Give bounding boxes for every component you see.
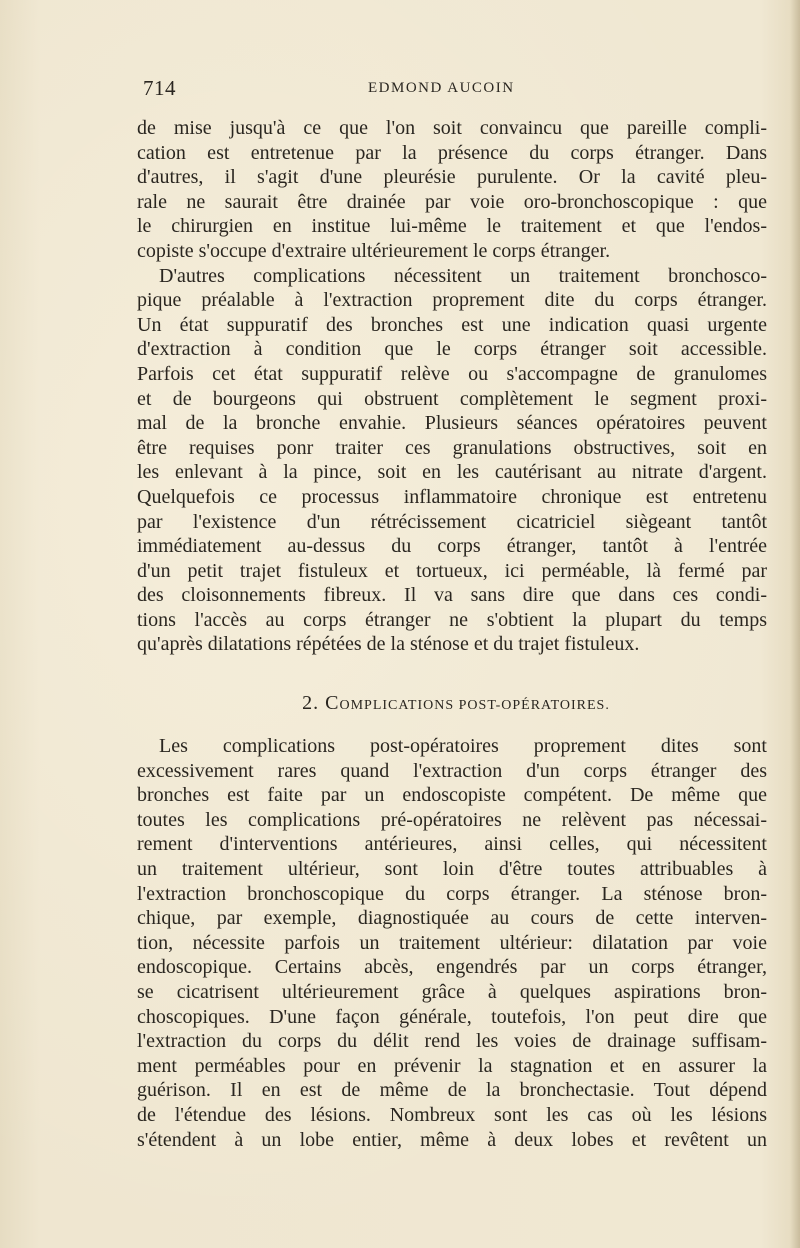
text-line: D'autres complications nécessitent un traitement bronchosco- xyxy=(159,264,767,287)
paragraph-3 xyxy=(137,734,767,1152)
running-head: EDMOND AUCOIN xyxy=(368,80,515,96)
section-title-rest: OMPLICATIONS POST-OPÉRATOIRES. xyxy=(339,698,610,713)
text-block-top xyxy=(137,116,767,657)
text-line: d'extraction à condition que le corps étranger soit accessible. xyxy=(137,338,767,361)
text-line: Quelquefois ce processus inflammatoire chronique est entretenu xyxy=(137,485,767,508)
text-line: d'autres, il s'agit d'une pleurésie purulente. Or la cavité pleu- xyxy=(137,166,767,189)
text-line: être requises ponr traiter ces granulations obstructives, soit en xyxy=(137,436,767,459)
text-line: de l'étendue des lésions. Nombreux sont les cas où les lésions xyxy=(137,1103,767,1126)
page-number: 714 xyxy=(143,76,176,100)
text-line: rement d'interventions antérieures, ainsi celles, qui nécessitent xyxy=(137,833,767,856)
text-line: endoscopique. Certains abcès, engendrés par un corps étranger, xyxy=(137,956,767,979)
section-heading xyxy=(137,692,767,715)
text-line: et de bourgeons qui obstruent complètement le segment proxi- xyxy=(137,387,767,410)
paragraph-1 xyxy=(137,116,767,264)
text-line: l'extraction bronchoscopique du corps étranger. La sténose bron- xyxy=(137,882,767,905)
section-number: 2. xyxy=(302,692,320,714)
text-line: tion, nécessite parfois un traitement ultérieur: dilatation par voie xyxy=(137,931,767,954)
text-line: copiste s'occupe d'extraire ultérieurement le corps étranger. xyxy=(137,239,611,262)
text-line: les enlevant à la pince, soit en les cautérisant au nitrate d'argent. xyxy=(137,461,767,484)
text-line: immédiatement au-dessus du corps étranger, tantôt à l'entrée xyxy=(137,535,767,558)
text-line: qu'après dilatations répétées de la sténose et du trajet fistuleux. xyxy=(137,633,640,656)
text-line: bronches est faite par un endoscopiste compétent. De même que xyxy=(137,784,767,807)
paragraph-2 xyxy=(137,264,767,658)
text-line: ment perméables pour en prévenir la stagnation et en assurer la xyxy=(137,1054,767,1077)
text-line: toutes les complications pré-opératoires ne relèvent pas nécessai- xyxy=(137,808,767,831)
text-line: mal de la bronche envahie. Plusieurs séances opératoires peuvent xyxy=(137,412,767,435)
text-line: excessivement rares quand l'extraction d'un corps étranger des xyxy=(137,759,767,782)
text-line: Les complications post-opératoires proprement dites sont xyxy=(159,735,767,757)
text-line: de mise jusqu'à ce que l'on soit convaincu que pareille compli- xyxy=(137,117,767,139)
text-block-bottom xyxy=(137,734,767,1152)
text-line: tions l'accès au corps étranger ne s'obtient la plupart du temps xyxy=(137,608,767,631)
text-line: d'un petit trajet fistuleux et tortueux, ici perméable, là fermé par xyxy=(137,559,767,582)
text-line: se cicatrisent ultérieurement grâce à quelques aspirations bron- xyxy=(137,980,767,1003)
text-line: pique préalable à l'extraction proprement dite du corps étranger. xyxy=(137,289,767,312)
text-line: s'étendent à un lobe entier, même à deux lobes et revêtent un xyxy=(137,1128,767,1151)
text-line: chique, par exemple, diagnostiquée au cours de cette interven- xyxy=(137,907,767,930)
text-line: par l'existence d'un rétrécissement cicatriciel siègeant tantôt xyxy=(137,510,767,533)
page-header xyxy=(143,76,765,102)
text-line: guérison. Il en est de même de la bronchectasie. Tout dépend xyxy=(137,1079,767,1102)
section-title-initial: C xyxy=(325,692,340,714)
text-line: Parfois cet état suppuratif relève ou s'accompagne de granulomes xyxy=(137,362,767,385)
text-line: choscopiques. D'une façon générale, toutefois, l'on peut dire que xyxy=(137,1005,767,1028)
text-line: Un état suppuratif des bronches est une indication quasi urgente xyxy=(137,313,767,336)
text-line: rale ne saurait être drainée par voie oro-bronchoscopique : que xyxy=(137,190,767,213)
page-edge-shadow xyxy=(790,0,800,1248)
text-line: des cloisonnements fibreux. Il va sans dire que dans ces condi- xyxy=(137,584,767,607)
text-line: l'extraction du corps du délit rend les voies de drainage suffisam- xyxy=(137,1030,767,1053)
text-line: un traitement ultérieur, sont loin d'être toutes attribuables à xyxy=(137,857,767,880)
text-line: le chirurgien en institue lui-même le traitement et que l'endos- xyxy=(137,215,767,238)
text-line: cation est entretenue par la présence du corps étranger. Dans xyxy=(137,141,767,164)
